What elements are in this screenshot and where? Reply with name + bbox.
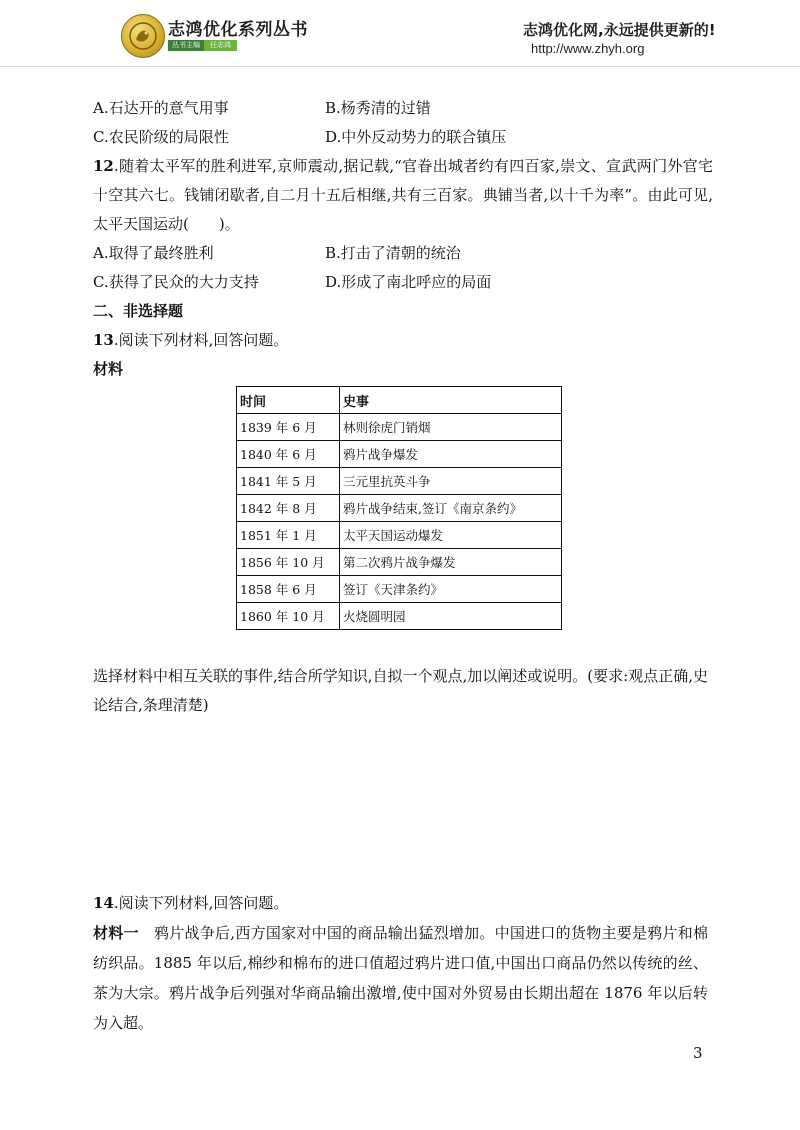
- table-header-row: [237, 387, 562, 414]
- q14-material1-label: 材料一: [93, 924, 139, 942]
- q12-options-row-1: [93, 239, 713, 268]
- q12-number: 12: [93, 157, 114, 175]
- table-cell-event: 鸦片战争结束,签订《南京条约》: [340, 495, 562, 522]
- brand-title: 志鸿优化系列丛书: [168, 20, 308, 40]
- table-cell-time: 1858 年 6 月: [237, 576, 340, 603]
- q14-block: [93, 889, 708, 1038]
- q13-material-label: 材料: [93, 360, 124, 378]
- q12-option-a: A.取得了最终胜利: [93, 244, 214, 262]
- table-row: [237, 414, 562, 441]
- q11-options-row-2: [93, 123, 713, 152]
- table-row: [237, 549, 562, 576]
- table-cell-event: 签订《天津条约》: [340, 576, 562, 603]
- badge-editor-label: 丛书主编: [168, 40, 204, 51]
- table-header-event: 史事: [340, 387, 562, 414]
- q14-material1-text: 鸦片战争后,西方国家对中国的商品输出猛烈增加。中国进口的货物主要是鸦片和棉纺织品。1885 年以后,棉纱和棉布的进口值超过鸦片进口值,中国出口商品仍然以传统的丝、茶为大宗。鸦片战争后列强对华商品输出激增,使中国对外贸易由长期出超在 1876 年以后转为入超。: [93, 924, 708, 1032]
- header-divider: [0, 66, 800, 67]
- q13-prompt-text: .阅读下列材料,回答问题。: [113, 331, 289, 349]
- table-cell-event: 林则徐虎门销烟: [340, 414, 562, 441]
- table-cell-event: 第二次鸦片战争爆发: [340, 549, 562, 576]
- q11-option-d: D.中外反动势力的联合镇压: [325, 128, 507, 146]
- q14-prompt: [93, 889, 708, 918]
- q12-stem-text: .随着太平军的胜利进军,京师震动,据记载,“官眷出城者约有四百家,崇文、宣武两门外官宅十空其六七。钱铺闭歇者,自二月十五后相继,共有三百家。典铺当者,以十千为率”。由此可见,太平天国运动( )。: [93, 157, 713, 233]
- table-cell-event: 太平天国运动爆发: [340, 522, 562, 549]
- header-slogan: 志鸿优化网,永远提供更新的!: [523, 21, 716, 39]
- q14-number: 14: [93, 894, 114, 912]
- q14-material1: [93, 918, 708, 1038]
- section-title: 二、非选择题: [93, 302, 184, 320]
- q13-question: 选择材料中相互关联的事件,结合所学知识,自拟一个观点,加以阐述或说明。(要求:观点正确,史论结合,条理清楚): [93, 667, 708, 714]
- table-cell-event: 三元里抗英斗争: [340, 468, 562, 495]
- table-cell-event: 鸦片战争爆发: [340, 441, 562, 468]
- seal-logo-icon: [121, 14, 165, 58]
- q11-options-row-1: [93, 94, 713, 123]
- q14-prompt-text: .阅读下列材料,回答问题。: [113, 894, 289, 912]
- table-cell-time: 1851 年 1 月: [237, 522, 340, 549]
- q11-option-c: C.农民阶级的局限性: [93, 128, 229, 146]
- table-row: [237, 441, 562, 468]
- q13-prompt: [93, 326, 713, 355]
- q11-option-b: B.杨秀清的过错: [325, 99, 431, 117]
- table-cell-time: 1856 年 10 月: [237, 549, 340, 576]
- page-header: [0, 0, 800, 70]
- table-row: [237, 468, 562, 495]
- brand-badges: [168, 40, 237, 51]
- table-cell-time: 1839 年 6 月: [237, 414, 340, 441]
- table-row: [237, 576, 562, 603]
- table-cell-time: 1860 年 10 月: [237, 603, 340, 630]
- table-cell-time: 1841 年 5 月: [237, 468, 340, 495]
- q11-option-a: A.石达开的意气用事: [93, 99, 229, 117]
- badge-editor-name: 任志鸿: [204, 40, 237, 51]
- table-row: [237, 495, 562, 522]
- q13-number: 13: [93, 331, 114, 349]
- main-content: [93, 94, 713, 384]
- header-url: http://www.zhyh.org: [531, 41, 645, 56]
- table-cell-event: 火烧圆明园: [340, 603, 562, 630]
- q12-option-d: D.形成了南北呼应的局面: [325, 273, 492, 291]
- page-number: 3: [693, 1044, 703, 1062]
- events-table: [236, 386, 562, 630]
- table-cell-time: 1842 年 8 月: [237, 495, 340, 522]
- table-cell-time: 1840 年 6 月: [237, 441, 340, 468]
- q12-stem: [93, 152, 713, 239]
- q12-option-c: C.获得了民众的大力支持: [93, 273, 259, 291]
- table-row: [237, 603, 562, 630]
- q12-option-b: B.打击了清朝的统治: [325, 244, 461, 262]
- q12-options-row-2: [93, 268, 713, 297]
- table-header-time: 时间: [237, 387, 340, 414]
- table-row: [237, 522, 562, 549]
